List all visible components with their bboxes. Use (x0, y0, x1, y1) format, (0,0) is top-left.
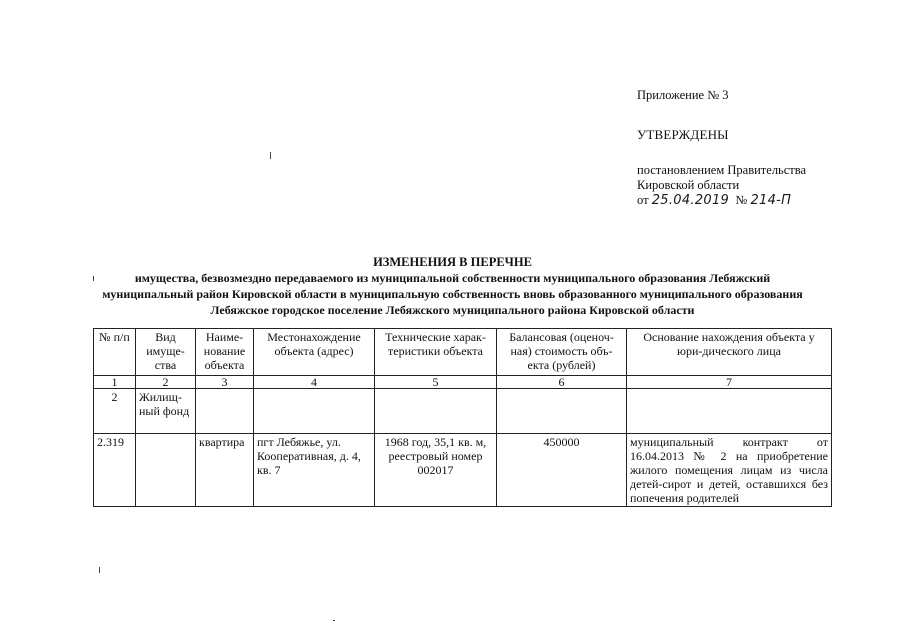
property-table (93, 328, 832, 507)
empty-cell (497, 389, 627, 434)
row-value: 450000 (497, 434, 627, 507)
title-line-1: ИЗМЕНЕНИЯ В ПЕРЕЧНЕ (373, 255, 532, 269)
table-row (94, 434, 832, 507)
decree-date-line (637, 193, 806, 208)
title-line-3: муниципальный район Кировской области в муниципальную собственность вновь образованного муниципального образования (102, 287, 803, 301)
group-type: Жилищ-ный фонд (136, 389, 196, 434)
approved-heading: УТВЕРЖДЕНЫ (637, 127, 729, 142)
empty-cell (254, 389, 375, 434)
row-basis: муниципальный контракт от 16.04.2013 № 2 на приобретение жилого помещения лицам из числа детей-сирот и детей, оставшихся без попечения родителей (627, 434, 832, 507)
group-number: 2 (94, 389, 136, 434)
scan-speck (93, 276, 94, 281)
handwritten-number: 214-П (750, 193, 792, 208)
title-line-2: имущества, безвозмездно передаваемого из муниципальной собственности муниципального образования Лебяжский (134, 271, 771, 285)
header-cell: Вид имуще-ства (136, 329, 196, 376)
column-number: 1 (94, 376, 136, 389)
empty-cell (627, 389, 832, 434)
empty-cell (196, 389, 254, 434)
date-prefix: от (637, 193, 649, 207)
document-title (60, 254, 845, 318)
title-line-4: Лебяжское городское поселение Лебяжского муниципального района Кировской области (210, 303, 695, 317)
column-number-row (94, 376, 832, 389)
column-number: 7 (627, 376, 832, 389)
header-cell: Местонахождение объекта (адрес) (254, 329, 375, 376)
annex-label: Приложение № 3 (637, 88, 729, 102)
header-cell: Наиме-нование объекта (196, 329, 254, 376)
empty-cell (375, 389, 497, 434)
row-type (136, 434, 196, 507)
row-address: пгт Лебяжье, ул. Кооперативная, д. 4, кв. 7 (254, 434, 375, 507)
row-number: 2.319 (94, 434, 136, 507)
header-cell: Основание нахождения объекта у юри-дического лица (627, 329, 832, 376)
handwritten-date: 25.04.2019 (651, 193, 730, 208)
scan-speck (333, 620, 335, 621)
scan-speck (99, 567, 100, 573)
header-cell: Балансовая (оценоч-ная) стоимость объ-екта (рублей) (497, 329, 627, 376)
column-number: 3 (196, 376, 254, 389)
group-row (94, 389, 832, 434)
header-cell: Технические харак-теристики объекта (375, 329, 497, 376)
column-number: 6 (497, 376, 627, 389)
decree-line-1: постановлением Правительства (637, 163, 807, 177)
header-cell: № п/п (94, 329, 136, 376)
column-number: 2 (136, 376, 196, 389)
header-row (94, 329, 832, 376)
column-number: 5 (375, 376, 497, 389)
row-characteristics: 1968 год, 35,1 кв. м, реестровый номер 002017 (375, 434, 497, 507)
approval-block (637, 88, 806, 208)
scan-speck (270, 152, 271, 159)
decree-reference (637, 163, 806, 208)
column-number: 4 (254, 376, 375, 389)
row-name: квартира (196, 434, 254, 507)
number-prefix: № (735, 193, 748, 207)
decree-line-2: Кировской области (637, 178, 740, 192)
